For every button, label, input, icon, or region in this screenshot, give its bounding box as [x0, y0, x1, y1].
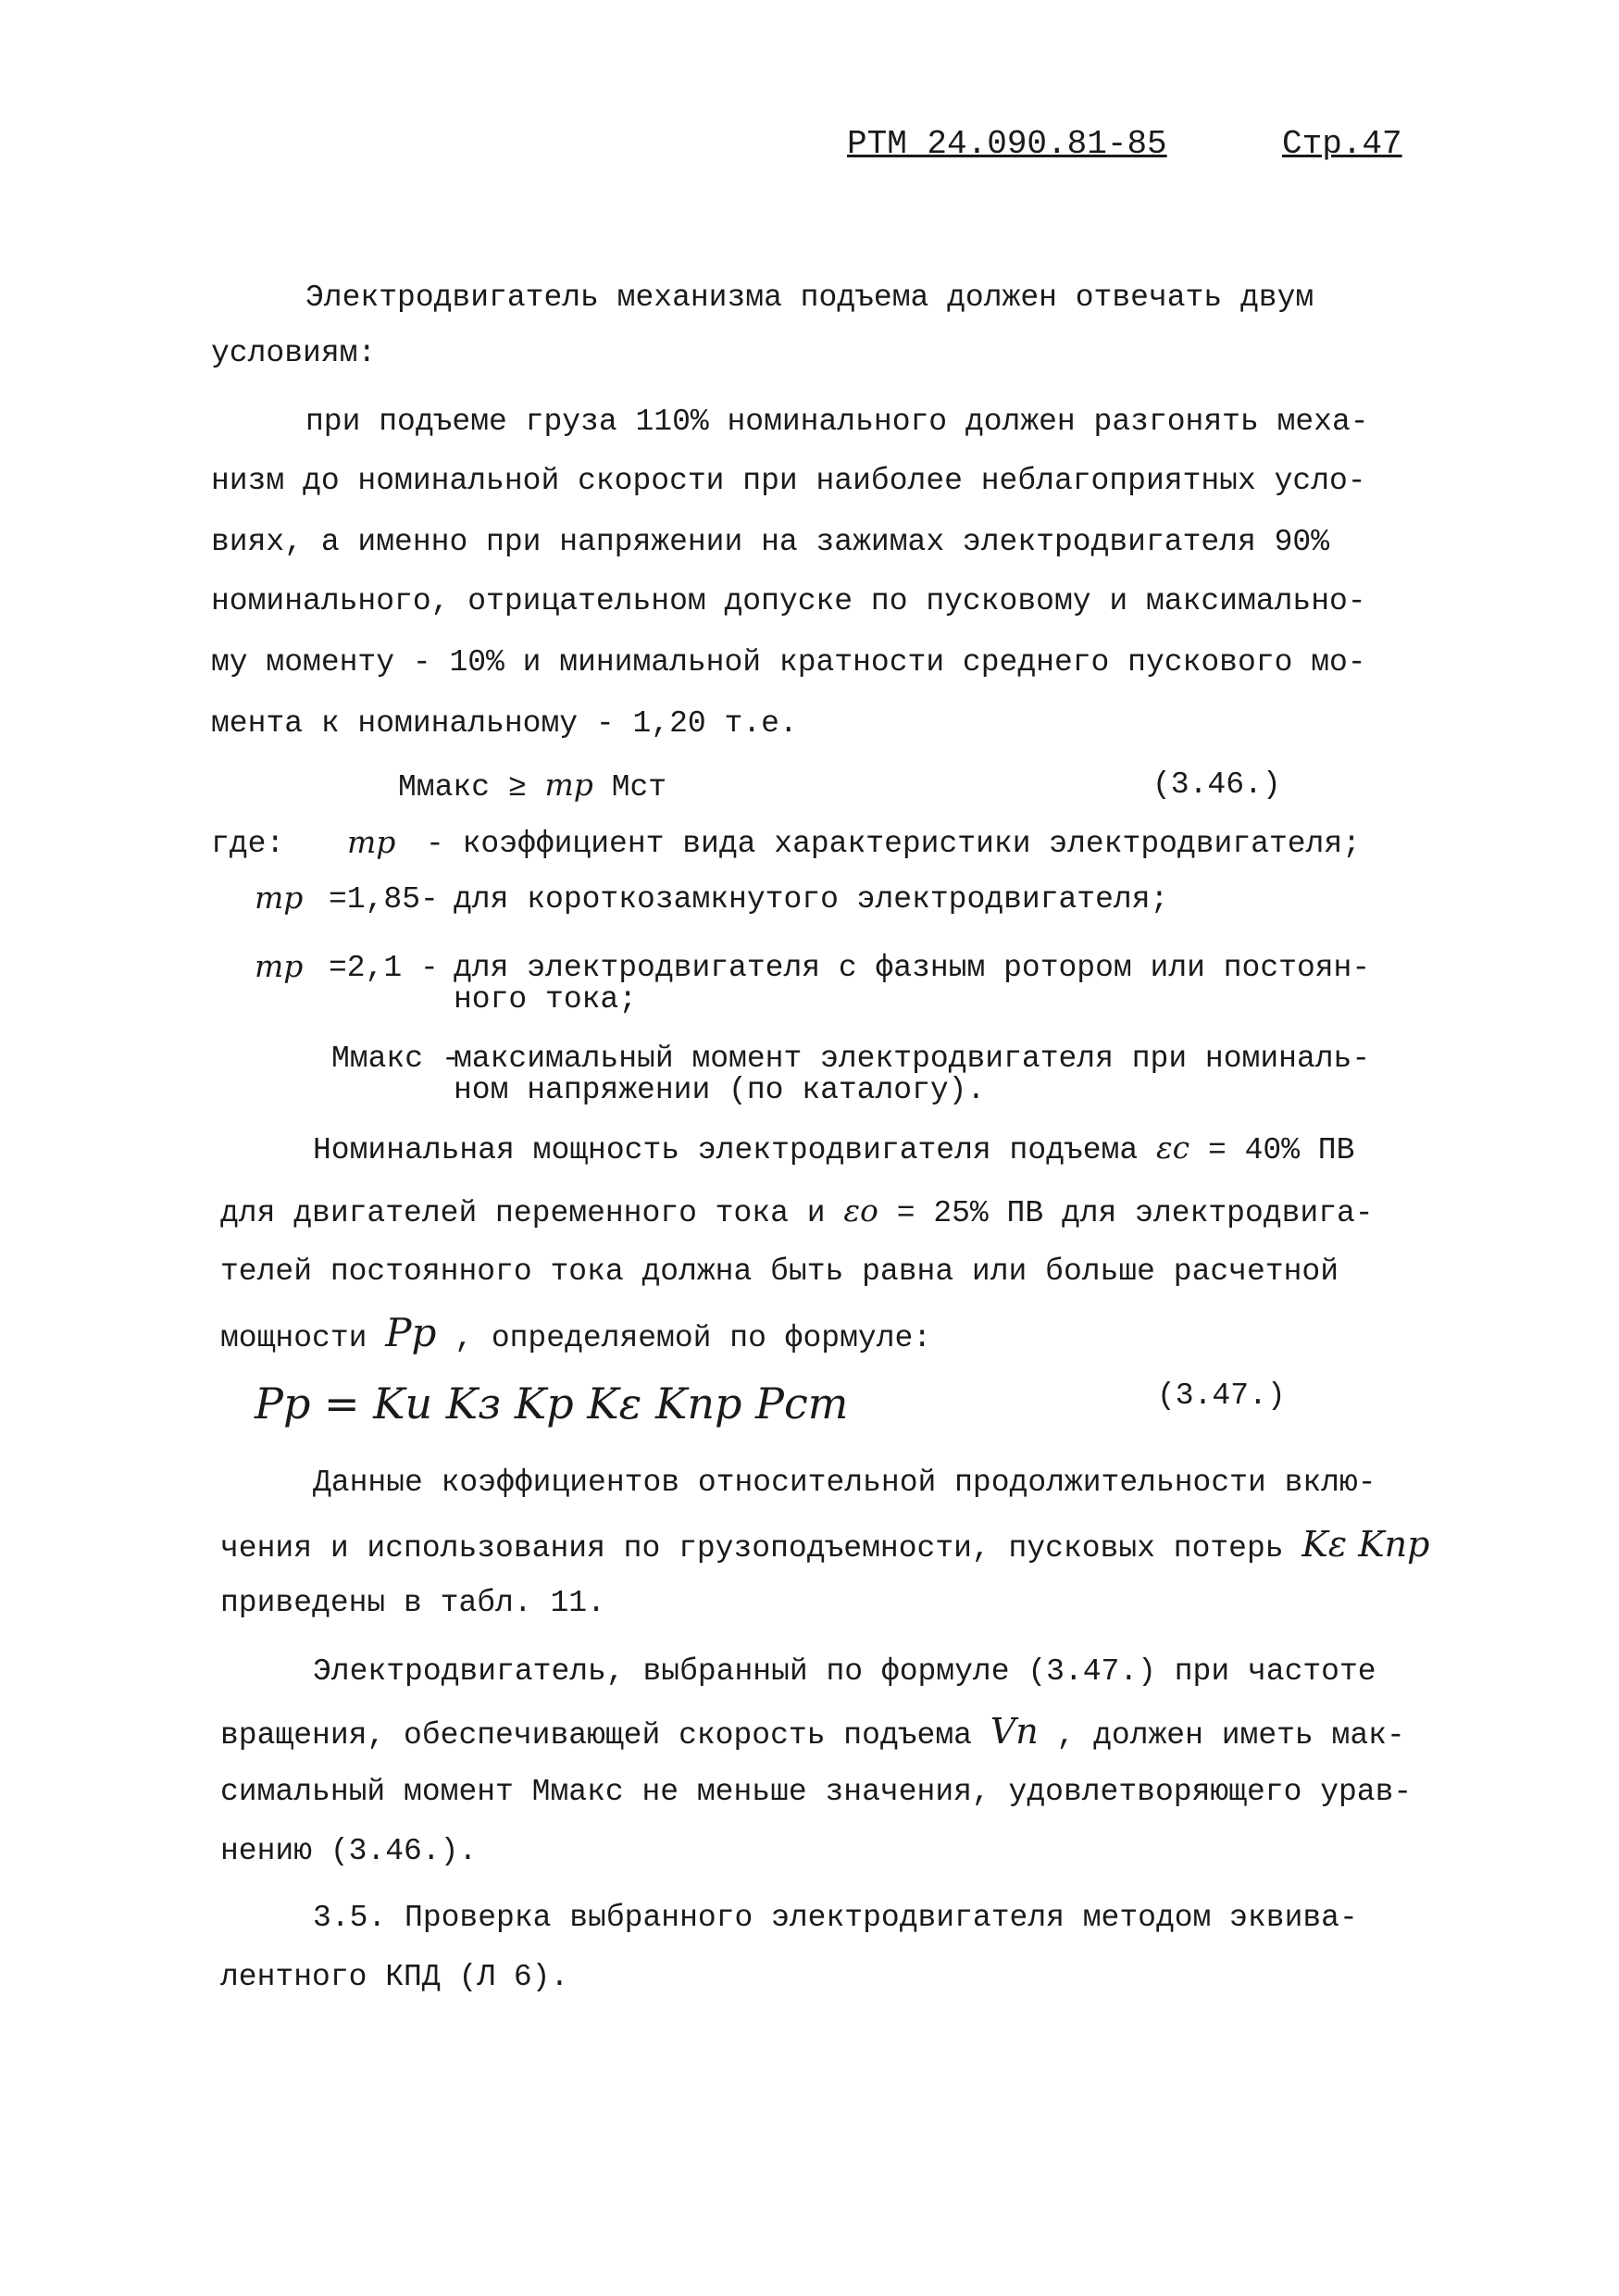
- speed-symbol: Vп: [990, 1711, 1039, 1752]
- text-line: приведены в табл. 11.: [220, 1586, 605, 1620]
- text-segment: = 25% ПВ для электродвига-: [896, 1196, 1374, 1230]
- epsilon-o-symbol: εо: [843, 1192, 878, 1229]
- equation-number: (3.47.): [1157, 1379, 1286, 1413]
- text-line: [220, 1192, 1374, 1232]
- definition-text: для электродвигателя с фазным ротором или постоян-: [454, 951, 1371, 985]
- text-line: низм до номинальной скорости при наиболее неблагоприятных усло-: [211, 464, 1366, 498]
- equation-number: (3.46.): [1152, 767, 1281, 802]
- text-line: му моменту - 10% и минимальной кратности среднего пускового мо-: [211, 645, 1366, 680]
- text-line: Электродвигатель, выбранный по формуле (3.47.) при частоте: [313, 1654, 1376, 1689]
- text-line: мента к номинальному - 1,20 т.е.: [211, 706, 798, 741]
- formula-rhs: Мст: [611, 770, 667, 805]
- text-line: условиям:: [211, 336, 377, 370]
- text-line: симальный момент Ммакс не меньше значения, удовлетворяющего урав-: [220, 1775, 1413, 1809]
- text-segment: , определяемой по формуле:: [455, 1321, 932, 1355]
- text-line: при подъеме груза 110% номинального должен разгонять меха-: [305, 405, 1369, 439]
- text-segment: = 40% ПВ: [1207, 1133, 1355, 1167]
- definition-text: - коэффициент вида характеристики электродвигателя;: [426, 827, 1361, 861]
- text-line: Электродвигатель механизма подъема должен отвечать двум: [305, 281, 1314, 315]
- formula-3-47: Pр = Kи Kз Kр Kε Kпр Pст: [255, 1379, 849, 1429]
- text-segment: Номинальная мощность электродвигателя подъема: [313, 1133, 1139, 1167]
- definition-text: для короткозамкнутого электродвигателя;: [454, 882, 1169, 917]
- text-line: виях, а именно при напряжении на зажимах электродвигателя 90%: [211, 525, 1329, 559]
- definition-symbol: mр: [255, 880, 304, 916]
- formula-lhs: Ммакс: [398, 770, 491, 805]
- text-segment: вращения, обеспечивающей скорость подъема: [220, 1718, 972, 1753]
- formula-operator: ≥: [507, 770, 527, 805]
- text-line: Данные коэффициентов относительной продолжительности вклю-: [313, 1466, 1376, 1500]
- text-segment: для двигателей переменного тока и: [220, 1196, 826, 1230]
- page-header: [847, 125, 1421, 169]
- text-line: номинального, отрицательном допуске по пусковому и максимально-: [211, 584, 1366, 618]
- text-segment: , должен иметь мак-: [1056, 1718, 1405, 1753]
- definition-text: ного тока;: [454, 982, 638, 1017]
- text-line: [220, 1310, 932, 1357]
- definition-text: максимальный момент электродвигателя при номиналь-: [454, 1042, 1371, 1076]
- text-line: лентного КПД (Л 6).: [220, 1960, 569, 1994]
- definition-value: =2,1 -: [329, 951, 439, 985]
- power-symbol: Pр: [385, 1310, 437, 1355]
- page-number: Стр.47: [1282, 125, 1402, 163]
- text-segment: чения и использования по грузоподъемности, пусковых потерь: [220, 1531, 1284, 1566]
- definition-symbol: mр: [255, 948, 304, 984]
- formula-3-46: [398, 767, 666, 806]
- where-label: где:: [211, 827, 285, 861]
- definition-text: ном напряжении (по каталогу).: [454, 1073, 986, 1107]
- text-line: телей постоянного тока должна быть равна или больше расчетной: [220, 1254, 1339, 1289]
- definition-symbol: Ммакс -: [331, 1042, 460, 1076]
- document-code: РТМ 24.090.81-85: [847, 125, 1167, 163]
- epsilon-c-symbol: εс: [1155, 1129, 1190, 1166]
- text-line: нению (3.46.).: [220, 1834, 478, 1868]
- text-line: [220, 1526, 1429, 1567]
- text-line: [220, 1713, 1405, 1754]
- definition-value: =1,85-: [329, 882, 439, 917]
- formula-mp: mр: [544, 767, 593, 803]
- text-segment: мощности: [220, 1321, 367, 1355]
- text-line: [313, 1129, 1354, 1169]
- coefficient-symbols: Kε Kпр: [1301, 1524, 1430, 1565]
- definition-symbol: mр: [347, 824, 396, 860]
- section-heading: 3.5. Проверка выбранного электродвигателя методом эквива-: [313, 1901, 1358, 1935]
